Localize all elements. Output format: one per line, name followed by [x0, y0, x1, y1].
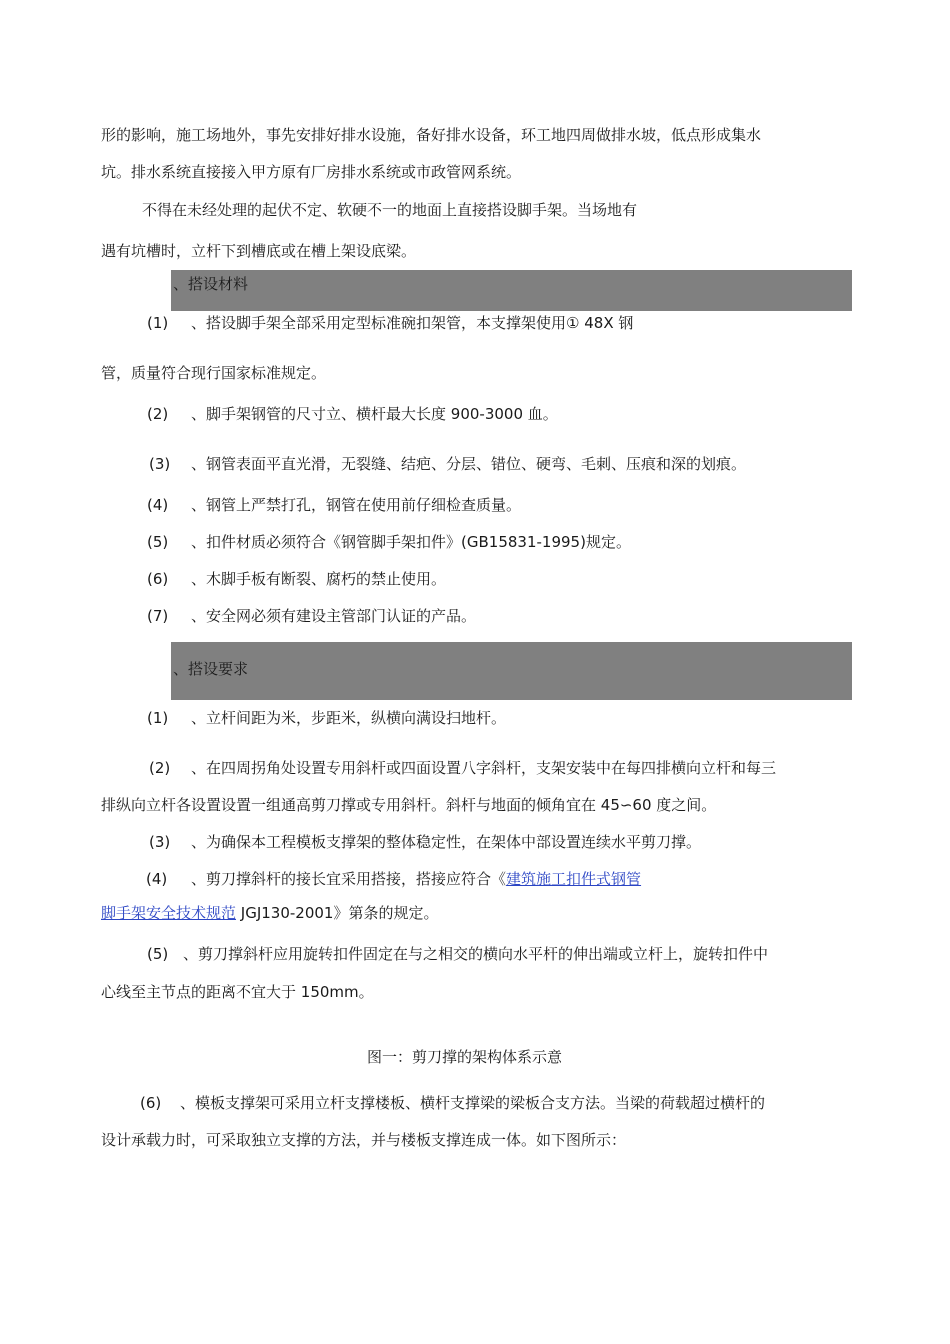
- requirements-item-3: [149, 831, 701, 853]
- intro-line-4: 遇有坑槽时，立杆下到槽底或在槽上架设底梁。: [101, 242, 417, 260]
- item-text: 、模板支撑架可采用立杆支撑楼板、横杆支撑梁的梁板合支方法。当梁的荷载超过横杆的: [180, 1094, 766, 1112]
- figure-caption: 图一：剪刀撑的架构体系示意: [367, 1048, 563, 1066]
- item-text: 、搭设脚手架全部采用定型标准碗扣架管，本支撑架使用① 48X 钢: [191, 314, 634, 332]
- materials-item-7: [147, 605, 476, 627]
- item-text: 、安全网必须有建设主管部门认证的产品。: [191, 607, 477, 625]
- item-text-after-link: JGJ130-2001》第条的规定。: [236, 904, 439, 922]
- materials-item-4: [147, 494, 521, 516]
- materials-item-2: [147, 403, 558, 425]
- standard-link-part-1[interactable]: 建筑施工扣件式钢管: [506, 870, 642, 888]
- item-number: (5): [147, 533, 169, 551]
- requirements-item-4: [146, 868, 641, 890]
- item-text: 、扣件材质必须符合《钢管脚手架扣件》(GB15831-1995)规定。: [191, 533, 631, 551]
- requirements-item-1: [147, 707, 506, 729]
- materials-item-6: [147, 568, 446, 590]
- requirements-item-2: [149, 757, 776, 779]
- tail-item-6-continued: 设计承载力时，可采取独立支撑的方法，并与楼板支撑连成一体。如下图所示：: [101, 1131, 627, 1149]
- intro-line-2: 坑。排水系统直接接入甲方原有厂房排水系统或市政管网系统。: [101, 163, 522, 181]
- materials-item-3: [149, 453, 746, 475]
- requirements-item-4-continued: [101, 902, 438, 924]
- item-number: (7): [147, 607, 169, 625]
- requirements-heading: 、搭设要求: [173, 660, 249, 678]
- item-number: (2): [149, 759, 171, 777]
- item-text: 、钢管表面平直光滑，无裂缝、结疤、分层、错位、硬弯、毛刺、压痕和深的划痕。: [191, 455, 747, 473]
- intro-line-3: 不得在未经处理的起伏不定、软硬不一的地面上直接搭设脚手架。当场地有: [142, 201, 638, 219]
- intro-line-1: 形的影响，施工场地外，事先安排好排水设施，备好排水设备，环工地四周做排水坡，低点形成集水: [101, 126, 762, 144]
- item-number: (6): [140, 1094, 162, 1112]
- item-text: 、木脚手板有断裂、腐朽的禁止使用。: [191, 570, 447, 588]
- tail-item-6: [140, 1092, 765, 1114]
- requirements-item-2-continued: 排纵向立杆各设置设置一组通高剪刀撑或专用斜杆。斜杆与地面的倾角宜在 45∽60 度之间。: [101, 796, 717, 814]
- materials-heading-band: [171, 270, 852, 311]
- item-number: (3): [149, 833, 171, 851]
- item-number: (6): [147, 570, 169, 588]
- item-text: 、在四周拐角处设置专用斜杆或四面设置八字斜杆，支架安装中在每四排横向立杆和每三: [191, 759, 777, 777]
- materials-item-1: [147, 312, 633, 334]
- materials-item-5: [147, 531, 631, 553]
- requirements-item-5: [147, 943, 768, 965]
- item-text: 、钢管上严禁打孔，钢管在使用前仔细检查质量。: [191, 496, 522, 514]
- item-text: 、剪刀撑斜杆应用旋转扣件固定在与之相交的横向水平杆的伸出端或立杆上，旋转扣件中: [183, 945, 769, 963]
- requirements-item-5-continued: 心线至主节点的距离不宜大于 150mm。: [101, 983, 374, 1001]
- item-text: 、剪刀撑斜杆的接长宜采用搭接，搭接应符合《: [191, 870, 507, 888]
- item-number: (3): [149, 455, 171, 473]
- item-text: 、立杆间距为米，步距米，纵横向满设扫地杆。: [191, 709, 507, 727]
- materials-heading: 、搭设材料: [173, 275, 249, 293]
- item-number: (2): [147, 405, 169, 423]
- item-text: 、脚手架钢管的尺寸立、横杆最大长度 900-3000 血。: [191, 405, 558, 423]
- requirements-heading-band: [171, 642, 852, 700]
- item-number: (4): [146, 870, 168, 888]
- item-number: (1): [147, 709, 169, 727]
- materials-item-1-continued: 管，质量符合现行国家标准规定。: [101, 364, 327, 382]
- item-number: (4): [147, 496, 169, 514]
- item-text: 、为确保本工程模板支撑架的整体稳定性，在架体中部设置连续水平剪刀撑。: [191, 833, 702, 851]
- standard-link-part-2[interactable]: 脚手架安全技术规范: [101, 904, 237, 922]
- item-number: (5): [147, 945, 169, 963]
- item-number: (1): [147, 314, 169, 332]
